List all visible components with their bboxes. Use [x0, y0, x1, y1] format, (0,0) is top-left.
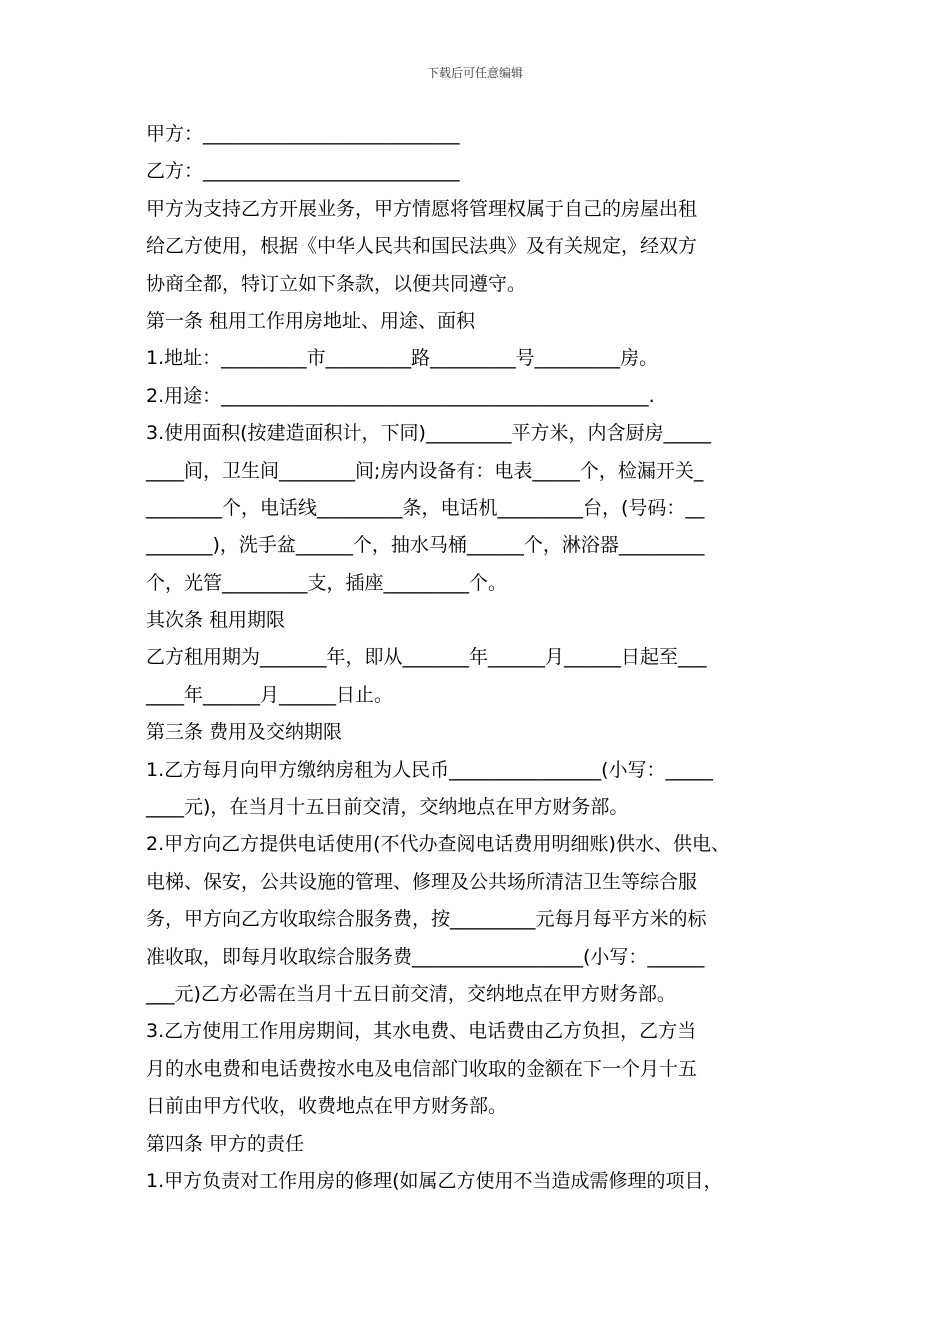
clause-line: 3.乙方使用工作用房期间，其水电费、电话费由乙方负担，乙方当: [146, 1020, 697, 1043]
clause-line: 2.甲方向乙方提供电话使用(不代办查阅电话费用明细账)供水、供电、: [146, 833, 730, 856]
clause-line: ___元)乙方必需在当月十五日前交清，交纳地点在甲方财务部。: [146, 982, 676, 1005]
intro-line: 协商全都，特订立如下条款，以便共同遵守。: [146, 272, 527, 295]
clause-line: 2.用途：_____________________________________________.: [146, 384, 655, 407]
clause-line: 务，甲方向乙方收取综合服务费，按_________元每月每平方米的标: [146, 908, 707, 931]
article-heading: 第一条 租用工作用房地址、用途、面积: [146, 309, 476, 332]
page-header-note: 下载后可任意编辑: [426, 66, 523, 80]
clause-line: 个，光管_________支，插座_________个。: [146, 571, 508, 594]
clause-line: ________个，电话线_________条，电话机_________台，(号码：__: [146, 496, 705, 519]
clause-line: 1.乙方每月向甲方缴纳房租为人民币________________(小写：_____: [146, 758, 714, 781]
article-heading: 第三条 费用及交纳期限: [146, 721, 343, 744]
clause-line: 乙方租用期为_______年，即从_______年______月______日起至___: [146, 646, 707, 669]
article-heading: 其次条 租用期限: [146, 609, 286, 632]
clause-line: ____元)，在当月十五日前交清，交纳地点在甲方财务部。: [146, 796, 629, 819]
intro-line: 甲方为支持乙方开展业务，甲方情愿将管理权属于自己的房屋出租: [146, 197, 698, 220]
contract-body: [146, 116, 836, 1200]
clause-line: 月的水电费和电话费按水电及电信部门收取的金额在下一个月十五: [146, 1057, 698, 1080]
party-a-line: 甲方：___________________________: [146, 123, 460, 145]
clause-line: 电梯、保安，公共设施的管理、修理及公共场所清洁卫生等综合服: [146, 870, 698, 893]
clause-line: 1.甲方负责对工作用房的修理(如属乙方使用不当造成需修理的项目，: [146, 1169, 723, 1192]
party-b-line: 乙方：___________________________: [146, 160, 460, 183]
clause-line: 3.使用面积(按建造面积计，下同)_________平方米，内含厨房_____: [146, 422, 711, 445]
clause-line: _______)，洗手盆______个，抽水马桶______个，淋浴器_________: [146, 534, 705, 557]
clause-line: 1.地址：_________市_________路_________号_________房。: [146, 347, 659, 370]
article-heading: 第四条 甲方的责任: [146, 1132, 305, 1155]
clause-line: 日前由甲方代收，收费地点在甲方财务部。: [146, 1095, 508, 1118]
intro-line: 给乙方使用，根据《中华人民共和国民法典》及有关规定，经双方: [146, 235, 698, 258]
clause-line: 准收取，即每月收取综合服务费__________________(小写：______: [146, 945, 705, 968]
clause-line: ____间，卫生间________间;房内设备有：电表_____个，检漏开关_: [146, 459, 704, 482]
clause-line: ____年______月______日止。: [146, 683, 394, 706]
